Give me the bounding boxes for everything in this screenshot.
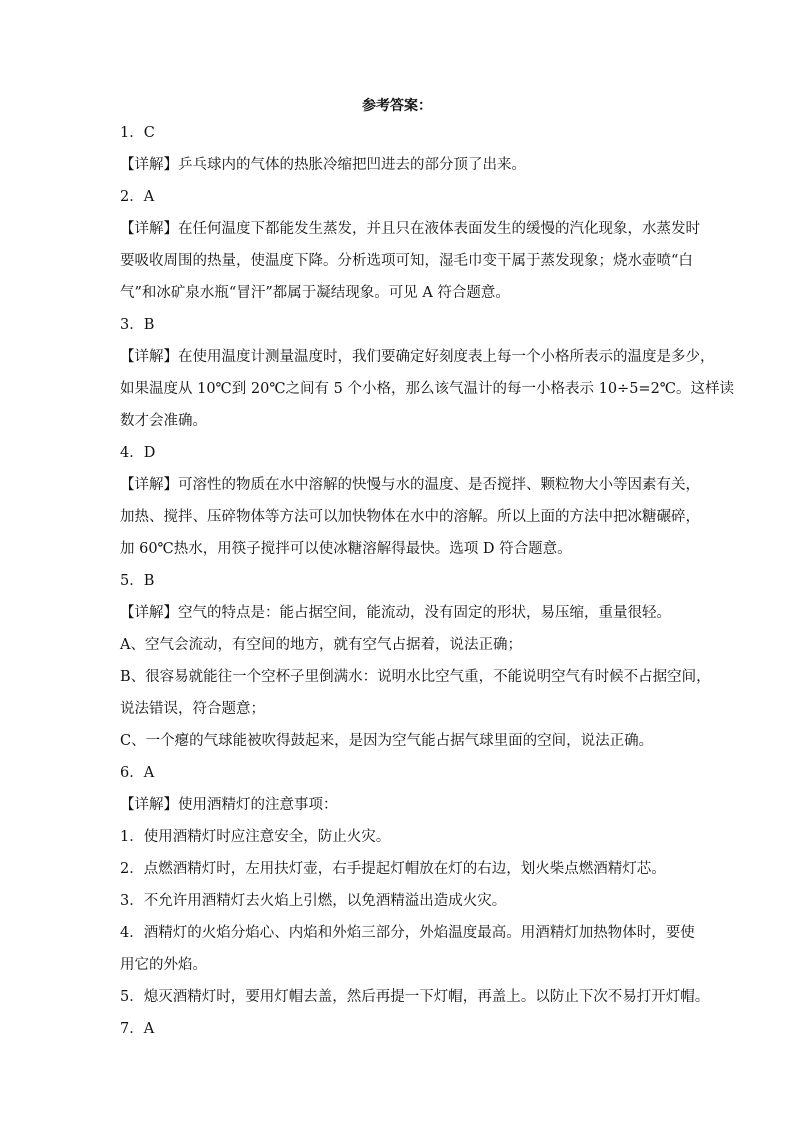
explanation-6-line-1: 【详解】使用酒精灯的注意事项： [120,797,338,813]
explanation-1: 【详解】乒乓球内的气体的热胀冷缩把凹进去的部分顶了出来。 [120,157,526,173]
explanation-4-line-2: 加热、搅拌、压碎物体等方法可以加快物体在水中的溶解。所以上面的方法中把冰糖碾碎， [120,509,700,525]
explanation-6-item-4-line-1: 4．酒精灯的火焰分焰心、内焰和外焰三部分，外焰温度最高。用酒精灯加热物体时，要使 [120,925,695,941]
explanation-6-item-1: 1．使用酒精灯时应注意安全，防止火灾。 [120,829,391,845]
page-title: 参考答案： [362,98,432,114]
answer-7: 7．A [120,1021,155,1037]
explanation-2-line-2: 要吸收周围的热量，使温度下降。分析选项可知，湿毛巾变干属于蒸发现象；烧水壶喷“白 [120,253,693,269]
explanation-6-item-3: 3．不允许用酒精灯去火焰上引燃，以免酒精溢出造成火灾。 [120,893,507,909]
explanation-5-option-c: C、一个瘪的气球能被吹得鼓起来，是因为空气能占据气球里面的空间，说法正确。 [120,733,654,749]
explanation-5-option-b-line-1: B、很容易就能往一个空杯子里倒满水：说明水比空气重，不能说明空气有时候不占据空间， [120,669,711,685]
explanation-6-item-5: 5．熄灭酒精灯时，要用灯帽去盖，然后再提一下灯帽，再盖上。以防止下次不易打开灯帽。 [120,989,710,1005]
explanation-5-line-1: 【详解】空气的特点是：能占据空间，能流动，没有固定的形状，易压缩，重量很轻。 [120,605,671,621]
answer-1: 1．C [120,125,155,141]
explanation-5-option-a: A、空气会流动，有空间的地方，就有空气占据着，说法正确； [120,637,522,653]
explanation-2-line-3: 气”和冰矿泉水瓶“冒汗”都属于凝结现象。可见 A 符合题意。 [120,285,510,301]
explanation-4-line-1: 【详解】可溶性的物质在水中溶解的快慢与水的温度、是否搅拌、颗粒物大小等因素有关， [120,477,700,493]
explanation-2-line-1: 【详解】在任何温度下都能发生蒸发，并且只在液体表面发生的缓慢的汽化现象，水蒸发时 [120,221,700,237]
explanation-3-line-2: 如果温度从 10℃到 20℃之间有 5 个小格，那么该气温计的每一小格表示 10÷5=2℃。这样读 [120,381,735,397]
explanation-5-option-b-line-2: 说法错误，符合题意； [120,701,265,717]
explanation-4-line-3: 加 60℃热水，用筷子搅拌可以使冰糖溶解得最快。选项 D 符合题意。 [120,541,572,557]
answer-3: 3．B [120,317,155,333]
answer-4: 4．D [120,445,156,461]
answer-6: 6．A [120,765,155,781]
answer-5: 5．B [120,573,155,589]
explanation-3-line-1: 【详解】在使用温度计测量温度时，我们要确定好刻度表上每一个小格所表示的温度是多少， [120,349,715,365]
explanation-3-line-3: 数才会准确。 [120,413,207,429]
explanation-6-item-4-line-2: 用它的外焰。 [120,957,207,973]
explanation-6-item-2: 2．点燃酒精灯时，左用扶灯壶，右手提起灯帽放在灯的右边，划火柴点燃酒精灯芯。 [120,861,666,877]
answer-2: 2．A [120,189,155,205]
